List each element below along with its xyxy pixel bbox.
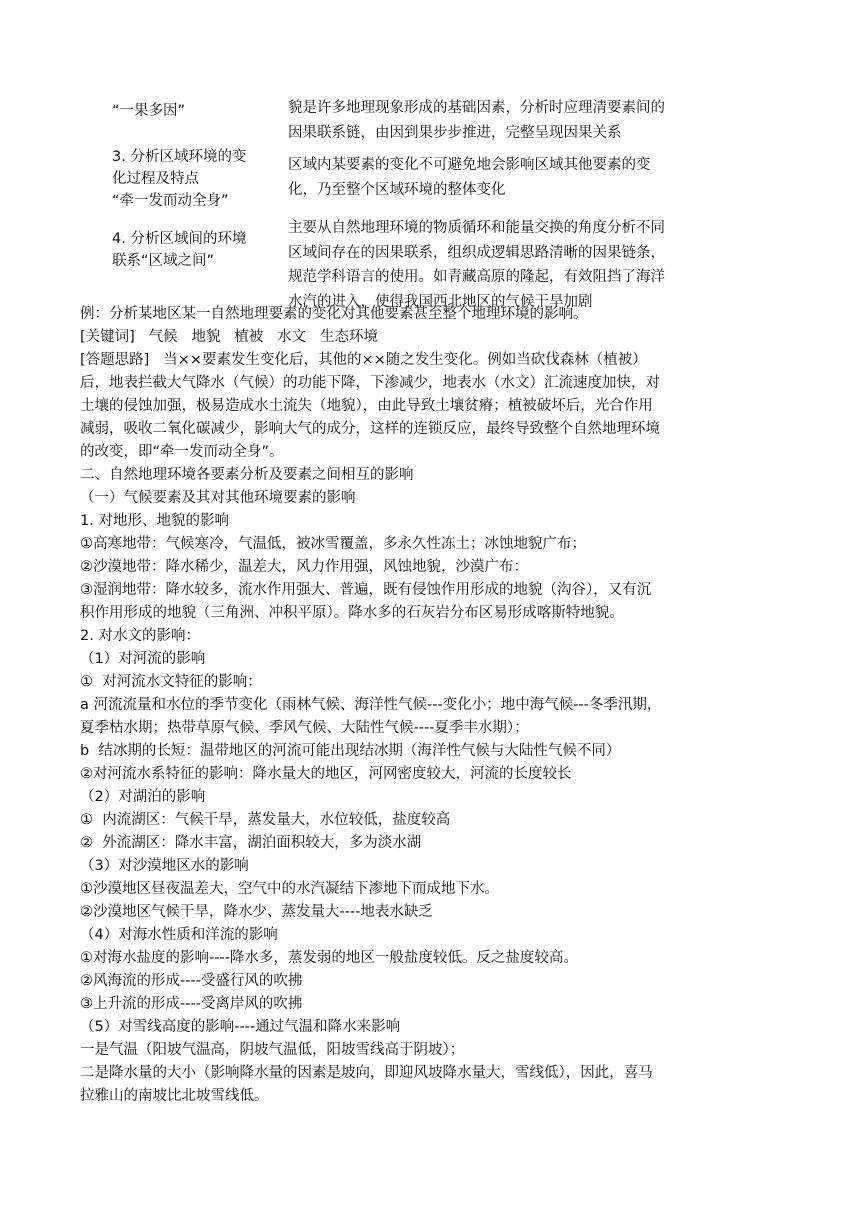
text-line: ②风海流的形成----受盛行风的吹拂 [80, 973, 303, 989]
text-line: ①沙漠地区昼夜温差大，空气中的水汽凝结下渗地下而成地下水。 [80, 881, 499, 897]
text-line: 主要从自然地理环境的物质循环和能量交换的角度分析不同 [288, 220, 665, 236]
text-line: ①高寒地带：气候寒冷，气温低，被冰雪覆盖，多永久性冻土；冰蚀地貌广布； [80, 536, 586, 552]
text-line: 2. 对水文的影响： [80, 628, 200, 644]
text-line: 减弱，吸收二氧化碳减少，影响大气的成分，这样的连锁反应，最终导致整个自然地理环境 [80, 421, 660, 437]
text-line: 土壤的侵蚀加强，极易造成水土流失（地貌），由此导致土壤贫瘠；植被破坏后，光合作用 [80, 398, 653, 414]
document-body [80, 303, 780, 1108]
analysis-table [112, 100, 762, 310]
table-cell-method [112, 100, 288, 148]
text-line: （1）对河流的影响 [80, 651, 206, 667]
text-line: （2）对湖泊的影响 [80, 789, 206, 805]
text-line: 化过程及特点 [112, 171, 199, 187]
text-line: “一果多因” [112, 103, 186, 119]
text-line: 的改变，即“牵一发而动全身”。 [80, 444, 284, 460]
table-cell-method [112, 146, 288, 209]
text-line: [答题思路] 当××要素发生变化后，其他的××随之发生变化。例如当砍伐森林（植被） [80, 352, 647, 368]
text-line: （5）对雪线高度的影响----通过气温和降水来影响 [80, 1019, 401, 1035]
text-line: ② 外流湖区：降水丰富，湖泊面积较大，多为淡水湖 [80, 835, 422, 851]
text-line: 4. 分析区域间的环境 [112, 231, 247, 247]
text-line: 水汽的进入，使得我国西北地区的气候干旱加剧 [288, 293, 593, 310]
text-line: 联系“区域之间” [112, 253, 215, 269]
text-line: （3）对沙漠地区水的影响 [80, 858, 249, 874]
text-line: ②沙漠地带：降水稀少，温差大，风力作用强，风蚀地貌，沙漠广布： [80, 559, 528, 575]
text-line: 积作用形成的地貌（三角洲、冲积平原）。降水多的石灰岩分布区易形成喀斯特地貌。 [80, 605, 624, 621]
text-line: ③上升流的形成----受离岸风的吹拂 [80, 996, 303, 1012]
text-line: 二、自然地理环境各要素分析及要素之间相互的影响 [80, 467, 414, 483]
text-line: 二是降水量的大小（影响降水量的因素是坡向，即迎风坡降水量大，雪线低），因此，喜马 [80, 1065, 653, 1081]
text-line: 1. 对地形、地貌的影响 [80, 513, 229, 529]
text-line: 区域间存在的因果联系，组织成逻辑思路清晰的因果链条， [288, 244, 665, 261]
table-cell-description [288, 96, 758, 148]
text-line: 因果联系链，由因到果步步推进，完整呈现因果关系 [288, 124, 622, 141]
text-line: （一）气候要素及其对其他环境要素的影响 [80, 490, 356, 506]
text-line: ① 内流湖区：气候干旱，蒸发量大，水位较低，盐度较高 [80, 812, 451, 828]
text-line: 化，乃至整个区域环境的整体变化 [288, 181, 506, 198]
text-line: ②沙漠地区气候干旱，降水少、蒸发量大----地表水缺乏 [80, 904, 433, 920]
text-line: “牵一发而动全身” [112, 193, 229, 209]
text-line: b 结冰期的长短：温带地区的河流可能出现结冰期（海洋性气候与大陆性气候不同） [80, 743, 621, 759]
table-row [112, 148, 762, 209]
text-line: 后，地表拦截大气降水（气候）的功能下降，下渗减少，地表水（水文）汇流速度加快，对 [80, 375, 660, 391]
text-line: 规范学科语言的使用。如青藏高原的隆起，有效阻挡了海洋 [288, 269, 665, 285]
text-line: ① 对河流水文特征的影响： [80, 674, 262, 690]
table-row [112, 206, 762, 310]
text-line: ①对海水盐度的影响----降水多，蒸发弱的地区一般盐度较低。反之盐度较高。 [80, 950, 578, 966]
table-cell-description [288, 148, 758, 206]
table-cell-description [288, 216, 758, 310]
table-row [112, 100, 762, 148]
text-line: [关键词] 气候 地貌 植被 水文 生态环境 [80, 329, 378, 345]
text-line: （4）对海水性质和洋流的影响 [80, 927, 278, 943]
text-line: 夏季枯水期；热带草原气候、季风气候、大陆性气候----夏季丰水期）； [80, 720, 529, 736]
text-line: 貌是许多地理现象形成的基础因素，分析时应理清要素间的 [288, 100, 665, 116]
text-line: a 河流流量和水位的季节变化（雨林气候、海洋性气候---变化小；地中海气候---冬季汛期， [80, 697, 662, 713]
text-line: 一是气温（阳坡气温高，阴坡气温低，阳坡雪线高于阴坡）； [80, 1042, 465, 1058]
text-line: ②对河流水系特征的影响：降水量大的地区，河网密度较大，河流的长度较长 [80, 766, 572, 782]
text-line: 3. 分析区域环境的变 [112, 149, 247, 165]
text-line: 例：分析某地区某一自然地理要素的变化对其他要素甚至整个地理环境的影响。 [80, 306, 588, 322]
table-cell-method [112, 206, 288, 302]
text-line: ③湿润地带：降水较多，流水作用强大、普遍，既有侵蚀作用形成的地貌（沟谷），又有沉 [80, 582, 652, 598]
text-line: 拉雅山的南坡比北坡雪线低。 [80, 1088, 269, 1104]
text-line: 区域内某要素的变化不可避免地会影响区域其他要素的变 [288, 157, 651, 173]
